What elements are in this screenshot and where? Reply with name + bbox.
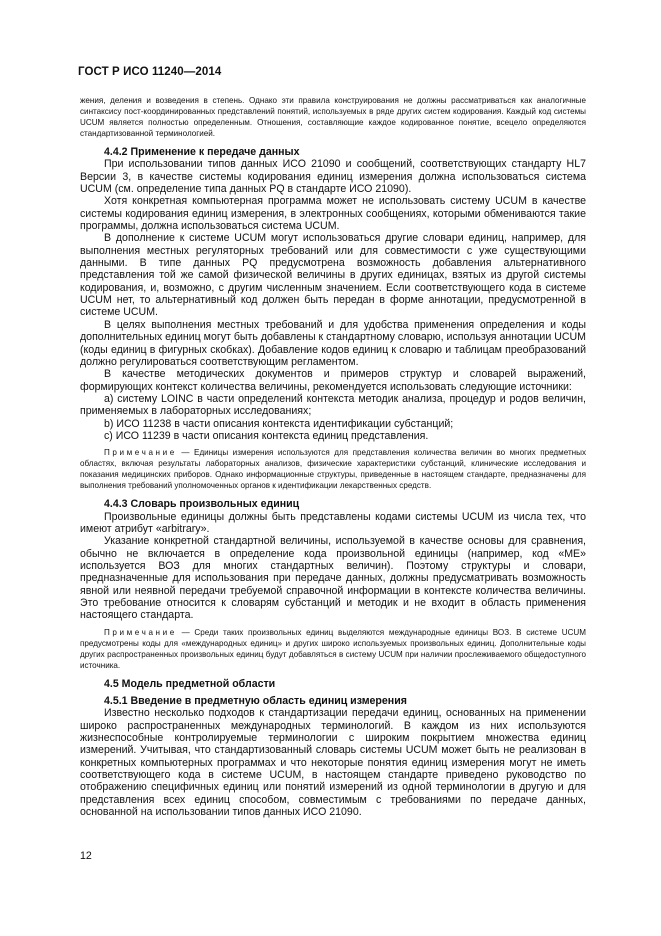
document-header: ГОСТ Р ИСО 11240—2014 — [78, 66, 222, 78]
source-list-item-b: b) ИСО 11238 в части описания контекста идентификации субстанций; — [104, 417, 454, 430]
source-list-item-c: c) ИСО 11239 в части описания контекста единиц представления. — [104, 429, 429, 442]
source-list-item-a: а) систему LOINC в части определений контекста методик анализа, процедур и родов величин, применяемых в лабораторных исследованиях; — [80, 392, 586, 418]
note-443 — [80, 627, 586, 671]
section-442-heading: 4.4.2 Применение к передаче данных — [104, 146, 300, 158]
page-content — [80, 95, 586, 818]
section-451-paragraph-1: Известно несколько подходов к стандартизации передачи единиц, основанных на применении широко распространенных международных терминологий. В каждом из них используются жизнеспособные контролируемые терминологии с широким покрытием множества единиц измерений. Учитывая, что стандартизованный словарь системы UCUM может быть не реализован в конкретных компьютерных программах и что некоторые понятия единиц измерения могут не иметь соответствующего кода в системе UCUM, в настоящем стандарте приведено руководство по отображению специфичных единиц или понятий измерений из одной терминологии в другую и для представления всех единиц способом, совместимым с требованиями по передаче данных, основанной на использовании типов данных ИСО 21090. — [80, 707, 586, 819]
section-442-paragraph-2: Хотя конкретная компьютерная программа может не использовать систему UCUM в качестве системы кодирования единиц измерения, в электронных сообщениях, которыми обмениваются такие программы, должна использоваться система UCUM. — [80, 195, 586, 233]
note-442 — [80, 447, 586, 491]
intro-paragraph: жения, деления и возведения в степень. Однако эти правила конструирования не должны рассматриваться как аналогичные синтаксису пост-координированных представлений понятий, используемых в ряде других систем кодирования. Каждый код системы UCUM является полностью определенным. Отношения, составляющие каждое кодированное понятие, всецело определяются стандартизованной терминологией. — [80, 96, 586, 138]
section-45-heading: 4.5 Модель предметной области — [104, 677, 276, 690]
section-443-heading: 4.4.3 Словарь произвольных единиц — [104, 498, 300, 511]
section-443-paragraph-2: Указание конкретной стандартной величины, используемой в качестве основы для сравнения, обычно не включается в определение кода произвольной единицы (например, код «МЕ» используется ВОЗ для многих стандартных величин). Поэтому структуры и словари, предназначенные для использования при передаче данных, должны предусматривать возможность явной или неявной передачи требуемой справочной информации в контексте количества величины. Это требование относится к словарям субстанций и методик и не входит в область применения настоящего стандарта. — [80, 535, 586, 622]
note-text: — Среди таких произвольных единиц выделяются международные единицы ВОЗ. В системе UCUM предусмотрены коды для «международных единиц» и других широко используемых произвольных единиц. Дополнительные коды других распространенных произвольных единиц будут добавляться в систему UCUM при наличии прослеживаемого общедоступного источника. — [80, 627, 586, 670]
section-451-heading: 4.5.1 Введение в предметную область единиц измерения — [104, 695, 407, 708]
note-label: Примечание — [104, 448, 177, 458]
note-text: — Единицы измерения используются для представления количества величин во многих предметных областях, включая результаты лабораторных анализов, физические характеристики субстанций, клинические исследования и показания медицинских приборов. Однако информационные структуры, приведенные в настоящем стандарте, предназначены для выполнения требований уполномоченных органов к идентификации лекарственных средств. — [80, 448, 586, 491]
section-442-paragraph-1: При использовании типов данных ИСО 21090 и сообщений, соответствующих стандарту HL7 Версии 3, в качестве системы кодирования единиц измерения должна использоваться система UCUM (см. определение типа данных PQ в стандарте ИСО 21090). — [80, 158, 586, 196]
section-443-paragraph-1: Произвольные единицы должны быть представлены кодами системы UCUM из числа тех, что имеют атрибут «arbitrary». — [80, 510, 586, 535]
section-442-paragraph-3: В дополнение к системе UCUM могут использоваться другие словари единиц, например, для выполнения местных регуляторных требований или для совместимости с уже существующими данными. В типе данных PQ предусмотрена возможность добавления альтернативного представления той же самой физической величины в других единицах, взятых из другой системы кодирования, и, возможно, с другим численным значением. Если соответствующего кода в системе UCUM нет, то альтернативный код должен быть передан в форме аннотации, предусмотренной в системе UCUM. — [80, 232, 586, 319]
section-442-paragraph-4: В целях выполнения местных требований и для удобства применения определения и коды дополнительных единиц могут быть добавлены к стандартному словарю, используя аннотации UCUM (коды единиц в фигурных скобках). Добавление кодов единиц к словарю и таблицам преобразований должно регулироваться соответствующим регламентом. — [80, 318, 586, 368]
page-number: 12 — [80, 850, 92, 862]
note-label: Примечание — [104, 627, 177, 637]
section-442-paragraph-5: В качестве методических документов и примеров структур и словарей выражений, формирующих контекст количества величины, рекомендуется использовать следующие источники: — [80, 368, 586, 393]
